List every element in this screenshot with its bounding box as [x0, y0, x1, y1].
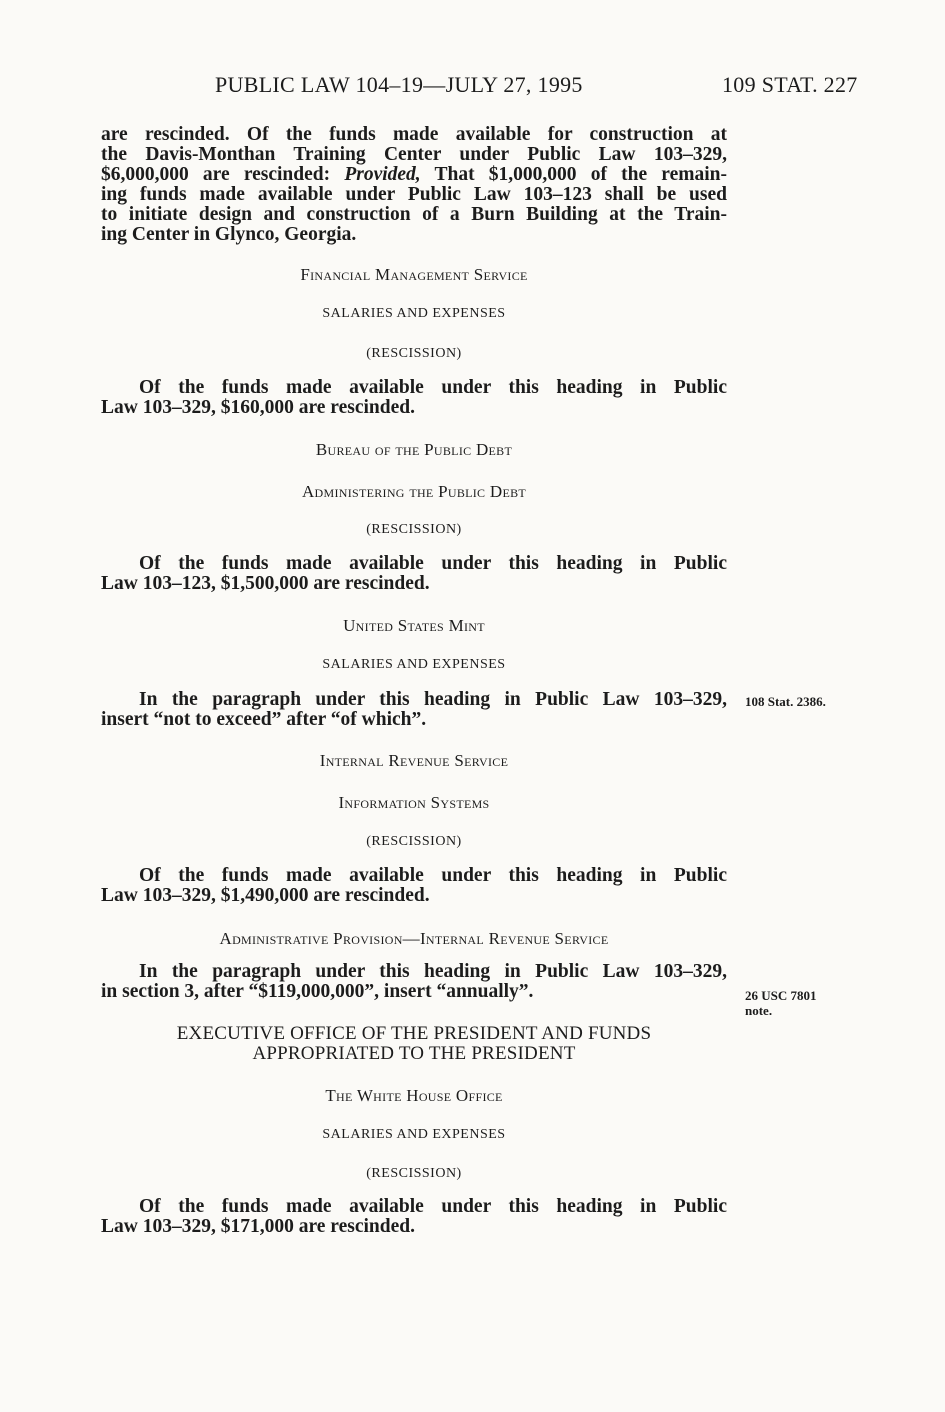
irs-rescission: (RESCISSION) [366, 834, 462, 849]
header-stat-page: 109 STAT. 227 [722, 72, 858, 97]
irs-paragraph: Of the funds made available under this heading in Public Law 103–329, $1,490,000 are rescinded. [101, 865, 727, 906]
intro-line: the Davis-Monthan Training Center under Public Law 103–329, [101, 144, 727, 165]
irs-heading: Internal Revenue Service [319, 751, 509, 770]
intro-line: are rescinded. Of the funds made available for construction at [101, 124, 727, 145]
page-header [0, 72, 945, 102]
fms-paragraph: Of the funds made available under this heading in Public Law 103–329, $160,000 are rescinded. [101, 377, 727, 418]
white-house-heading: The White House Office [325, 1086, 503, 1105]
margin-note-stat: 108 Stat. 2386. [745, 694, 826, 709]
mint-heading: United States Mint [343, 616, 485, 635]
bpd-heading: Bureau of the Public Debt [315, 440, 513, 459]
executive-office-heading: EXECUTIVE OFFICE OF THE PRESIDENT AND FUNDS APPROPRIATED TO THE PRESIDENT [176, 1023, 652, 1064]
fms-rescission: (RESCISSION) [366, 346, 462, 361]
bpd-paragraph: Of the funds made available under this heading in Public Law 103–123, $1,500,000 are rescinded. [101, 553, 727, 594]
margin-note-usc: 26 USC 7801 note. [745, 988, 817, 1018]
fms-subheading: SALARIES AND EXPENSES [322, 306, 506, 321]
intro-line: ing Center in Glynco, Georgia. [101, 224, 357, 245]
intro-line: ing funds made available under Public Law 103–123 shall be used [101, 184, 727, 205]
mint-paragraph: In the paragraph under this heading in Public Law 103–329, insert “not to exceed” after “of which”. [101, 689, 727, 730]
white-house-subheading: SALARIES AND EXPENSES [322, 1127, 506, 1142]
intro-line: to initiate design and construction of a Burn Building at the Train- [101, 204, 727, 225]
admin-provision-heading: Administrative Provision—Internal Revenue Service [219, 929, 609, 948]
irs-subheading: Information Systems [338, 793, 490, 812]
bpd-subheading: Administering the Public Debt [301, 482, 527, 501]
proviso-italic: Provided, [344, 164, 421, 185]
intro-paragraph [101, 125, 727, 245]
admin-paragraph: In the paragraph under this heading in Public Law 103–329, in section 3, after “$119,000,000”, insert “annually”. [101, 961, 727, 1002]
bpd-rescission: (RESCISSION) [366, 522, 462, 537]
white-house-rescission: (RESCISSION) [366, 1166, 462, 1181]
header-title: PUBLIC LAW 104–19—JULY 27, 1995 [215, 72, 583, 97]
intro-line: $6,000,000 are rescinded: Provided, That $1,000,000 of the remain- [101, 164, 728, 185]
white-house-paragraph: Of the funds made available under this heading in Public Law 103–329, $171,000 are rescinded. [101, 1196, 727, 1237]
fms-heading: Financial Management Service [300, 265, 528, 284]
mint-subheading: SALARIES AND EXPENSES [322, 657, 506, 672]
